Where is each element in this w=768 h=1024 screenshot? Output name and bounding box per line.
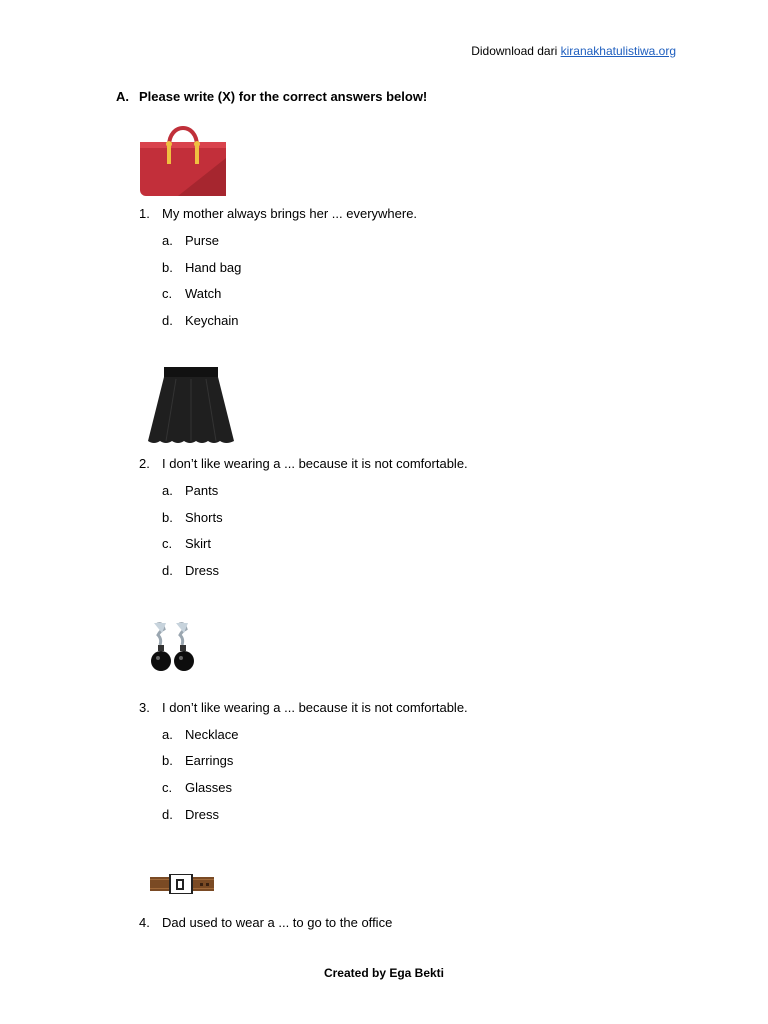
option-letter: a. [162, 727, 173, 742]
option-letter: d. [162, 313, 173, 328]
footer-credit: Created by Ega Bekti [323, 966, 445, 980]
skirt-image [146, 367, 236, 445]
question-number: 2. [139, 456, 150, 471]
option-text: Shorts [185, 510, 223, 525]
question-text: I don’t like wearing a ... because it is not comfortable. [162, 700, 468, 715]
option-letter: c. [162, 780, 173, 795]
section-instruction: Please write (X) for the correct answers below! [139, 89, 428, 104]
option-1c[interactable] [162, 286, 221, 302]
option-letter: c. [162, 286, 173, 301]
question-text: I don’t like wearing a ... because it is not comfortable. [162, 456, 468, 471]
option-text: Dress [185, 807, 219, 822]
option-3d[interactable] [162, 807, 219, 823]
option-text: Keychain [185, 313, 239, 328]
question-2 [139, 456, 468, 472]
option-text: Purse [185, 233, 219, 248]
option-1d[interactable] [162, 313, 238, 329]
option-letter: b. [162, 753, 173, 768]
question-1 [139, 206, 417, 222]
option-2a[interactable] [162, 483, 218, 499]
option-text: Earrings [185, 753, 234, 768]
question-3 [139, 700, 468, 716]
download-prefix: Didownload dari [471, 44, 558, 58]
option-letter: d. [162, 807, 173, 822]
download-source [471, 43, 676, 59]
source-link[interactable]: kiranakhatulistiwa.org [560, 44, 676, 58]
option-letter: d. [162, 563, 173, 578]
option-text: Necklace [185, 727, 239, 742]
option-text: Dress [185, 563, 219, 578]
belt-image [150, 874, 214, 894]
option-text: Pants [185, 483, 219, 498]
section-title [116, 89, 427, 105]
option-3a[interactable] [162, 727, 238, 743]
option-3b[interactable] [162, 753, 233, 769]
question-number: 3. [139, 700, 150, 715]
option-letter: c. [162, 536, 173, 551]
option-letter: b. [162, 510, 173, 525]
option-2c[interactable] [162, 536, 211, 552]
option-letter: a. [162, 483, 173, 498]
option-letter: b. [162, 260, 173, 275]
handbag-image [138, 118, 228, 196]
question-text: Dad used to wear a ... to go to the office [162, 915, 393, 930]
option-text: Hand bag [185, 260, 242, 275]
option-letter: a. [162, 233, 173, 248]
option-text: Glasses [185, 780, 232, 795]
option-3c[interactable] [162, 780, 232, 796]
option-1a[interactable] [162, 233, 219, 249]
option-text: Watch [185, 286, 222, 301]
earrings-image [148, 621, 200, 673]
option-2d[interactable] [162, 563, 219, 579]
question-4 [139, 915, 392, 931]
section-letter: A. [116, 89, 129, 104]
option-text: Skirt [185, 536, 211, 551]
question-text: My mother always brings her ... everywhere. [162, 206, 418, 221]
option-2b[interactable] [162, 510, 223, 526]
option-1b[interactable] [162, 260, 241, 276]
question-number: 1. [139, 206, 150, 221]
question-number: 4. [139, 915, 150, 930]
